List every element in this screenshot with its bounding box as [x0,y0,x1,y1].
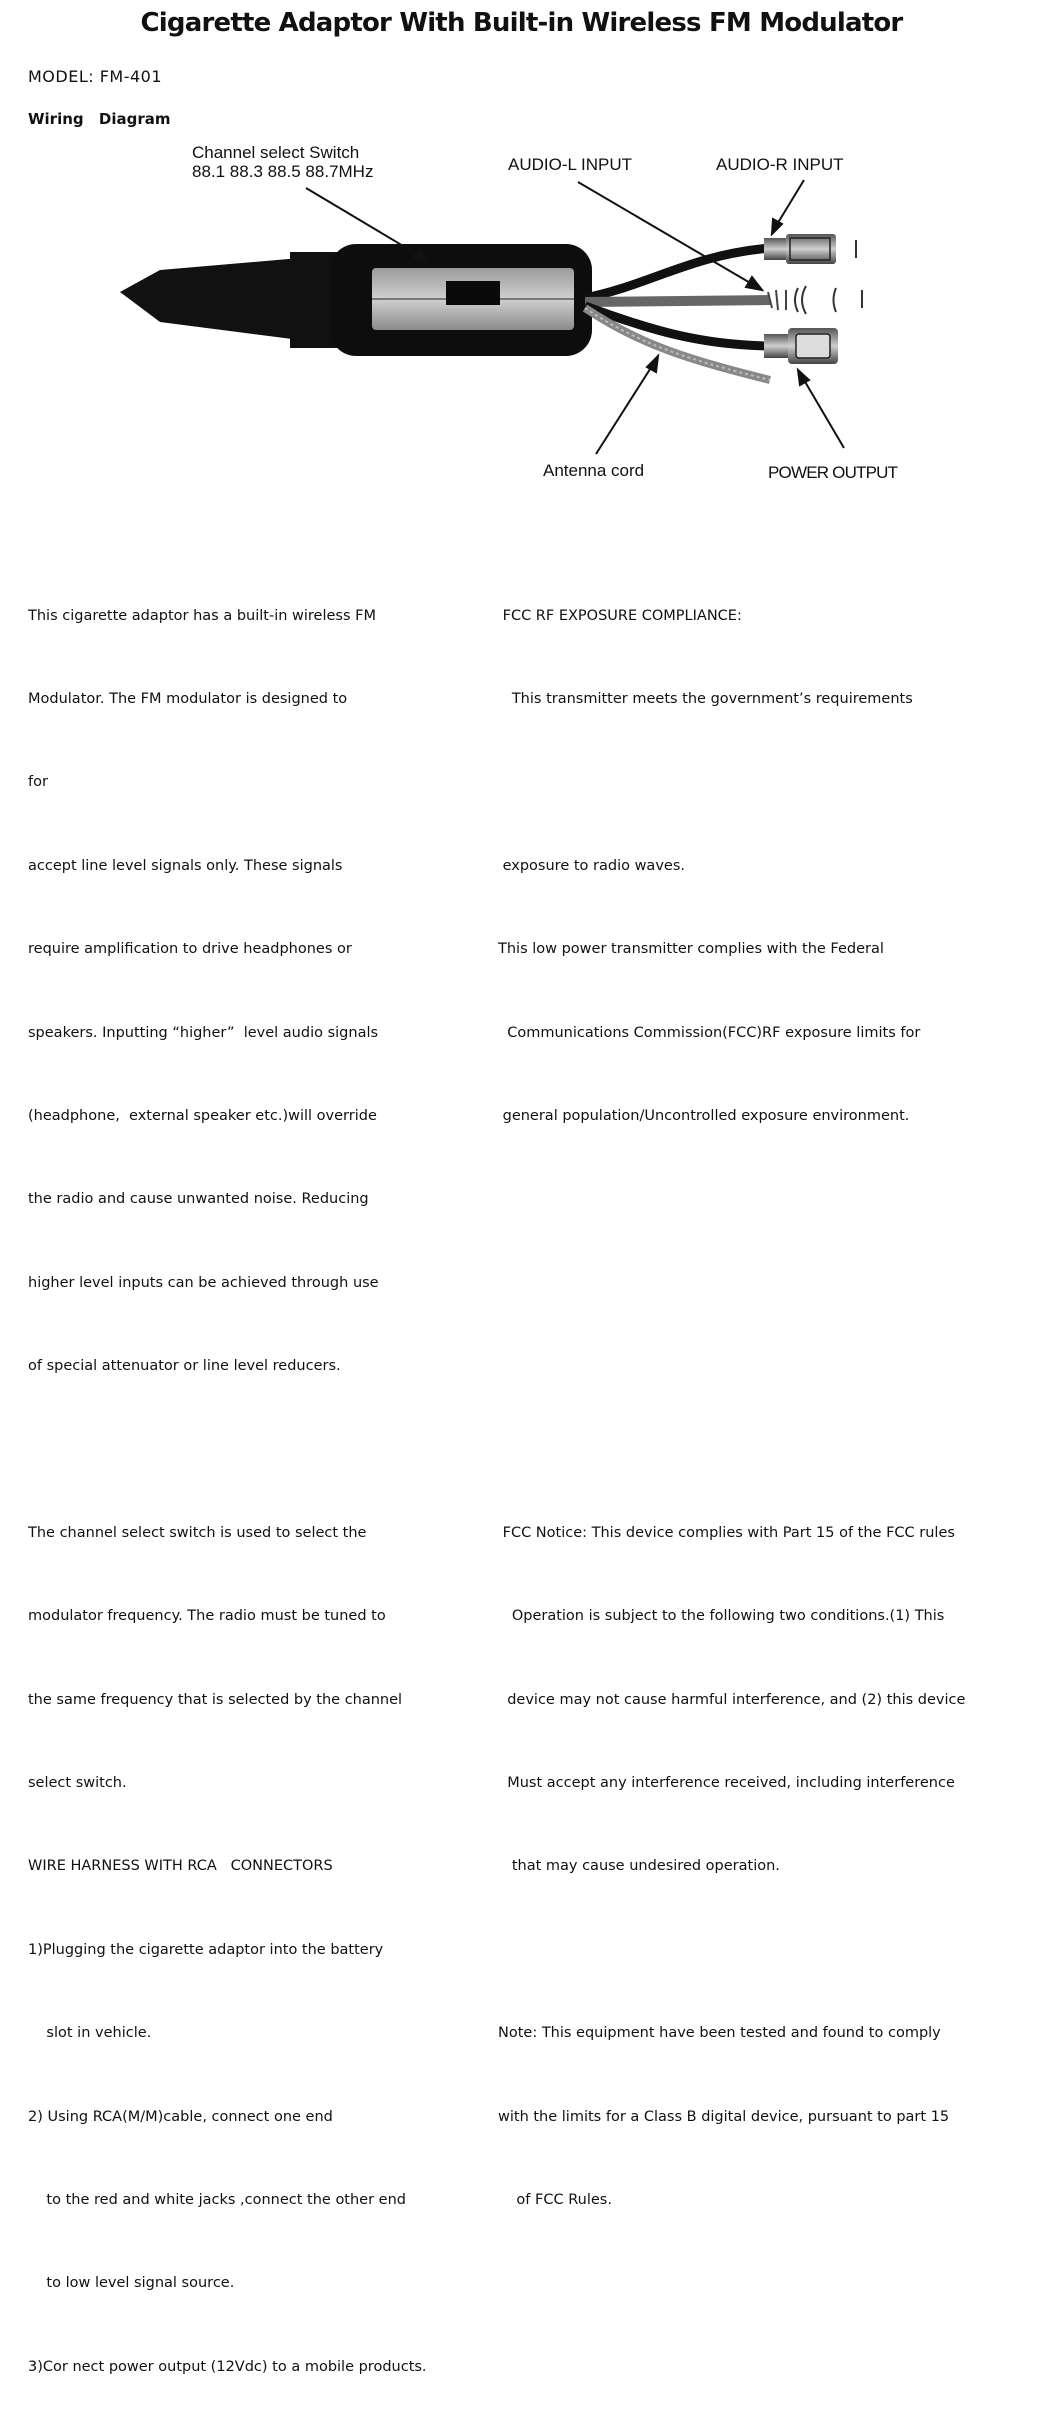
paragraph-gap [498,1353,1028,1381]
text-line: Operation is subject to the following two conditions.(1) This [498,1608,945,1625]
leader-audio-r [776,180,804,226]
label-channel-frequencies: 88.1 88.3 88.5 88.7MHz [192,162,374,181]
audio-r-connector [764,234,856,264]
text-line: of FCC Rules. [498,2192,612,2209]
channel-switch [446,281,500,305]
text-line: higher level inputs can be achieved through use [28,1274,379,1291]
label-channel-switch: Channel select Switch [192,143,360,162]
text-line: The channel select switch is used to select the [28,1524,367,1541]
text-line: device may not cause harmful interference, and (2) this device [498,1691,966,1708]
text-line: general population/Uncontrolled exposure environment. [498,1107,910,1124]
label-power-output: POWER OUTPUT [768,463,898,482]
text-line: 3)Cor nect power output (12Vdc) to a mobile products. [28,2358,427,2375]
paragraph-gap [498,1186,1028,1214]
text-line: (headphone, external speaker etc.)will override [28,1107,377,1124]
text-line: FCC RF EXPOSURE COMPLIANCE: [498,607,742,624]
text-line: require amplification to drive headphones or [28,941,352,958]
text-line: select switch. [28,1775,127,1792]
text-line: speakers. Inputting “higher” level audio signals [28,1024,379,1041]
audio-l-connector [768,286,862,314]
text-line: to the red and white jacks ,connect the other end [28,2192,406,2209]
text-line: slot in vehicle. [28,2025,152,2042]
text-line: that may cause undesired operation. [498,1858,780,1875]
text-line: of special attenuator or line level reducers. [28,1358,341,1375]
text-line: Note: This equipment have been tested and found to comply [498,2025,941,2042]
section-heading: Wiring Diagram [28,110,171,128]
leader-power [804,380,844,448]
text-line: with the limits for a Class B digital device, pursuant to part 15 [498,2108,950,2125]
paragraph-gap [28,1437,498,1465]
text-line: modulator frequency. The radio must be tuned to [28,1608,386,1625]
paragraph-gap [498,1437,1028,1465]
label-audio-l-input: AUDIO-L INPUT [508,155,633,174]
text-line: exposure to radio waves. [498,857,685,874]
document-title: Cigarette Adaptor With Built-in Wireless FM Modulator [140,8,903,38]
label-antenna-cord: Antenna cord [543,461,645,480]
text-line: to low level signal source. [28,2275,235,2292]
text-line: for [28,774,48,791]
text-line [498,1937,1028,1965]
leader-antenna [596,366,652,454]
text-line: Communications Commission(FCC)RF exposure limits for [498,1024,921,1041]
text-line: Modulator. The FM modulator is designed to [28,690,348,707]
text-line: the radio and cause unwanted noise. Reducing [28,1191,369,1208]
model-number: MODEL: FM-401 [28,67,163,86]
text-line: FCC Notice: This device complies with Part 15 of the FCC rules [498,1524,955,1541]
text-line: 2) Using RCA(M/M)cable, connect one end [28,2108,333,2125]
text-line: This low power transmitter complies with the Federal [498,941,884,958]
text-line: 1)Plugging the cigarette adaptor into the battery [28,1941,384,1958]
text-line [498,769,1028,797]
cable-audio-r [585,248,770,298]
text-line: accept line level signals only. These signals [28,857,343,874]
paragraph-gap [498,1270,1028,1298]
text-line: the same frequency that is selected by the channel [28,1691,403,1708]
label-audio-r-input: AUDIO-R INPUT [716,155,844,174]
power-connector [764,328,838,364]
left-column [28,547,498,2409]
wiring-diagram [0,130,1043,490]
plug-tip [120,258,300,340]
cable-audio-l [585,300,770,302]
text-line: Must accept any interference received, including interference [498,1775,955,1792]
text-line: This cigarette adaptor has a built-in wireless FM [28,607,376,624]
right-column [498,547,1028,2243]
text-line: This transmitter meets the government’s requirements [498,690,913,707]
text-line: WIRE HARNESS WITH RCA CONNECTORS [28,1858,333,1875]
